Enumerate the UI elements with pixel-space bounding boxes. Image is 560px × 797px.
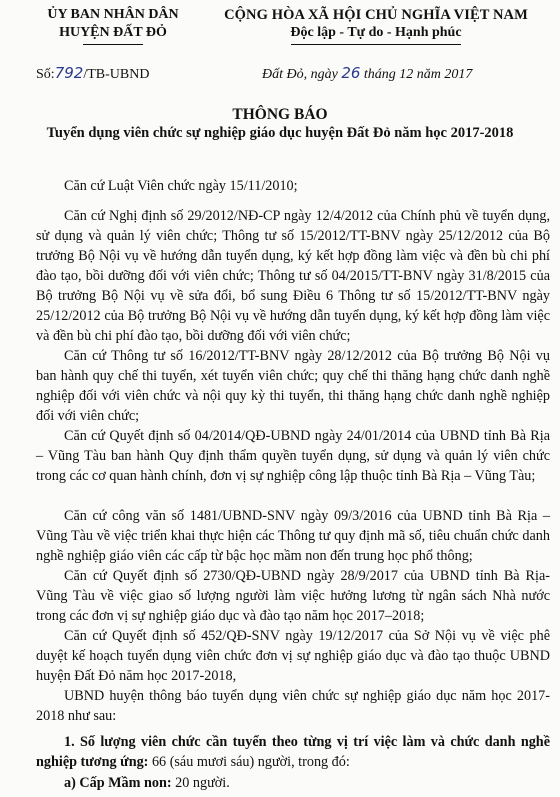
date-day-handwritten: 26	[341, 64, 361, 82]
nation-name: CỘNG HÒA XÃ HỘI CHỦ NGHĨA VIỆT NAM	[224, 7, 528, 23]
number-prefix: Số:	[36, 67, 55, 82]
section-1-heading: 1. Số lượng viên chức cần tuyển theo từng vị trí việc làm và chức danh nghề nghiệp tương ứng:	[36, 734, 550, 770]
number-suffix: /TB-UBND	[83, 67, 150, 82]
item-a	[36, 773, 550, 793]
basis-paragraph-2: Căn cứ Nghị định số 29/2012/NĐ-CP ngày 12/4/2012 của Chính phủ về tuyển dụng, sử dụng và quản lý viên chức; Thông tư số 15/2012/TT-BNV ngày 25/12/2012 của Bộ trưởng Bộ Nội vụ về hướng dẫn tuyển dụng, ký kết hợp đồng làm việc và đền bù chi phí đào tạo, bồi dưỡng đối với viên chức; Thông tư số 04/2015/TT-BNV ngày 31/8/2015 của Bộ trưởng Bộ Nội vụ về sửa đổi, bổ sung Điều 6 Thông tư số 15/2012/TT-BNV ngày 25/12/2012 của Bộ trưởng Bộ Nội vụ về hướng dẫn tuyển dụng, ký kết hợp đồng làm việc và đền bù chi phí đào tạo, bồi dưỡng đối với viên chức;	[36, 208, 550, 344]
item-a-value: 20 người.	[171, 775, 230, 791]
motto: Độc lập - Tự do - Hạnh phúc	[290, 25, 462, 40]
document-subtitle: Tuyển dụng viên chức sự nghiệp giáo dục huyện Đất Đỏ năm học 2017-2018	[46, 125, 514, 141]
number-handwritten: 792	[54, 64, 84, 82]
section-1-text: 66 (sáu mươi sáu) người, trong đó:	[148, 754, 350, 770]
date-suffix: tháng 12 năm 2017	[363, 67, 473, 82]
document-date	[262, 64, 472, 83]
agency-line-1: ỦY BAN NHÂN DÂN	[47, 7, 179, 22]
basis-paragraph-1: Căn cứ Luật Viên chức ngày 15/11/2010;	[64, 178, 298, 194]
document-number	[36, 64, 149, 83]
basis-paragraph-3: Căn cứ Thông tư số 16/2012/TT-BNV ngày 28/12/2012 của Bộ trưởng Bộ Nội vụ ban hành quy chế thi tuyển, xét tuyển viên chức; quy chế thi thăng hạng chức danh nghề nghiệp đối với viên chức và nội quy kỳ thi tuyển, thi thăng hạng chức danh nghề nghiệp đối với viên chức;	[36, 348, 550, 424]
basis-paragraph-6: Căn cứ Quyết định số 2730/QĐ-UBND ngày 28/9/2017 của UBND tỉnh Bà Rịa-Vũng Tàu về việc giao số lượng người làm việc hưởng lương từ ngân sách Nhà nước trong các đơn vị sự nghiệp giáo dục và đào tạo năm học 2017–2018;	[36, 568, 550, 624]
motto-underline	[291, 44, 461, 45]
basis-paragraph-5: Căn cứ công văn số 1481/UBND-SNV ngày 09/3/2016 của UBND tỉnh Bà Rịa – Vũng Tàu về việc triển khai thực hiện các Thông tư quy định mã số, tiêu chuẩn chức danh nghề nghiệp giáo viên các cấp từ bậc học mầm non đến trung học phổ thông;	[36, 508, 550, 564]
national-motto	[200, 6, 552, 45]
section-1	[36, 732, 550, 772]
date-prefix: Đất Đỏ, ngày	[262, 67, 338, 82]
document-title: THÔNG BÁO	[232, 106, 328, 123]
issuing-agency	[28, 6, 198, 45]
basis-paragraph-7: Căn cứ Quyết định số 452/QĐ-SNV ngày 19/12/2017 của Sở Nội vụ về việc phê duyệt kế hoạch tuyển dụng viên chức đơn vị sự nghiệp giáo dục và đào tạo thuộc UBND huyện Đất Đỏ năm học 2017-2018,	[36, 628, 550, 684]
agency-line-2: HUYỆN ĐẤT ĐỎ	[59, 25, 167, 40]
agency-underline	[83, 44, 143, 45]
basis-paragraph-4: Căn cứ Quyết định số 04/2014/QĐ-UBND ngày 24/01/2014 của UBND tỉnh Bà Rịa – Vũng Tàu ban hành Quy định thẩm quyền tuyển dụng, sử dụng và quản lý viên chức trong các cơ quan hành chính, đơn vị sự nghiệp công lập thuộc tỉnh Bà Rịa – Vũng Tàu;	[36, 428, 550, 484]
item-a-label: a) Cấp Mầm non:	[64, 775, 172, 791]
announcement-paragraph: UBND huyện thông báo tuyển dụng viên chức sự nghiệp giáo dục năm học 2017-2018 như sau:	[36, 688, 550, 724]
